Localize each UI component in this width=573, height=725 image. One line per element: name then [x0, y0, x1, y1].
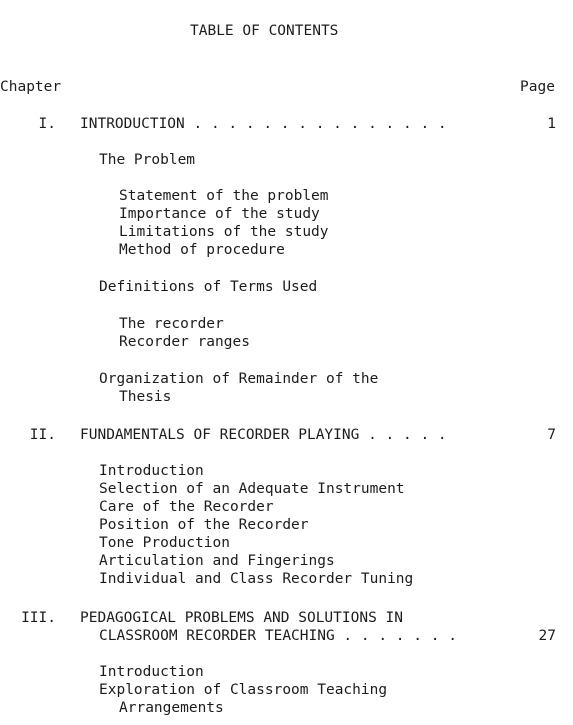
chapter-numeral: II.: [29, 427, 56, 443]
section-heading: The Problem: [99, 152, 196, 168]
subsection-item: Method of procedure: [119, 242, 285, 258]
subsection-item: Importance of the study: [119, 206, 320, 222]
chapter-column-header: Chapter: [0, 79, 62, 95]
chapter-numeral: I.: [38, 116, 56, 132]
section-item: Articulation and Fingerings: [99, 553, 335, 569]
subsection-item: The recorder: [119, 316, 224, 332]
section-item-continuation: Arrangements: [119, 700, 224, 716]
chapter-title: PEDAGOGICAL PROBLEMS AND SOLUTIONS IN: [80, 610, 404, 626]
chapter-title-continuation: CLASSROOM RECORDER TEACHING: [99, 628, 335, 644]
chapter-page-number: 7: [547, 427, 556, 443]
chapter-title: FUNDAMENTALS OF RECORDER PLAYING: [80, 427, 360, 443]
subsection-item: Statement of the problem: [119, 188, 329, 204]
section-item: Tone Production: [99, 535, 230, 551]
section-heading-continuation: Thesis: [119, 389, 172, 405]
dot-leaders: . . . . . . .: [334, 628, 457, 644]
section-item: Introduction: [99, 664, 204, 680]
page-column-header: Page: [520, 79, 555, 95]
section-item: Care of the Recorder: [99, 499, 274, 515]
section-item: Selection of an Adequate Instrument: [99, 481, 405, 497]
toc-title: TABLE OF CONTENTS: [190, 23, 339, 39]
chapter-page-number: 1: [547, 116, 556, 132]
chapter-page-number: 27: [538, 628, 556, 644]
chapter-entry: [99, 627, 457, 645]
chapter-entry: [80, 115, 447, 133]
subsection-item: Recorder ranges: [119, 334, 250, 350]
section-heading: Organization of Remainder of the: [99, 371, 379, 387]
dot-leaders: . . . . . . . . . . . . . . .: [184, 116, 447, 132]
section-item: Exploration of Classroom Teaching: [99, 682, 388, 698]
subsection-item: Limitations of the study: [119, 224, 329, 240]
chapter-title: INTRODUCTION: [80, 116, 185, 132]
dot-leaders: . . . . .: [359, 427, 447, 443]
chapter-entry: [80, 426, 447, 444]
section-item: Individual and Class Recorder Tuning: [99, 571, 414, 587]
section-item: Introduction: [99, 463, 204, 479]
section-heading: Definitions of Terms Used: [99, 279, 318, 295]
section-item: Position of the Recorder: [99, 517, 309, 533]
chapter-numeral: III.: [21, 610, 56, 626]
